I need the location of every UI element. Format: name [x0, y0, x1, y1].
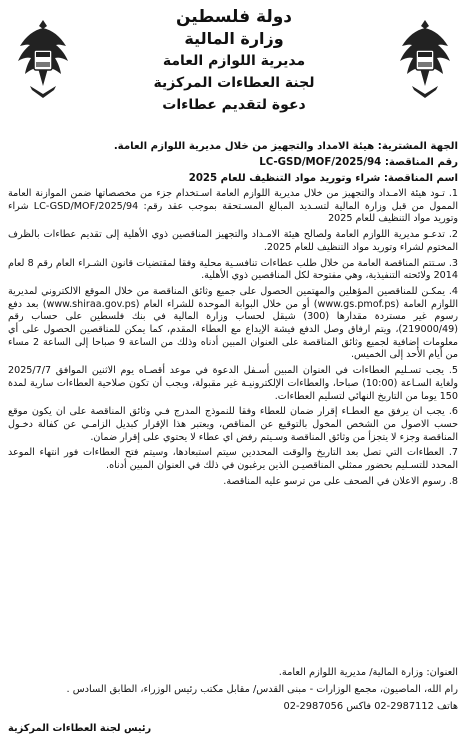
clause-text: العطاءات التي تصل بعد التاريخ والوقت المحددين سيتم استبعادها، وسيتم فتح العطاءات فور انتهاء الموعد المحدد للتسـليم بحضور ممثلي المناقصيـن الذين يرغبون في ذلك في العنوان المبين أدناه.: [8, 447, 458, 472]
tender-number-line: رقم المناقصة: LC-GSD/MOF/2025/94: [259, 157, 458, 168]
committee-heading: لجنة العطاءات المركزية: [153, 75, 315, 91]
address-text: رام الله، الماصيون، مجمع الوزارات - مبنى القدس/ مقابل مكتب رئيس الوزراء، الطابق السادس .: [66, 684, 458, 695]
clause-number: 3.: [448, 257, 458, 269]
clauses-list: [8, 188, 458, 491]
state-heading: دولة فلسطين: [175, 7, 293, 27]
clause-number: 1.: [448, 188, 458, 199]
clause-text: يجب تسـليم العطاءات في العنوان المبين أسـفل الدعوة في موعد أقصـاه يوم الاثنين الموافق 2025/7/7 ولغاية السـاعة (10:00) صباحا، والعطاءات الإلكترونيـة غير مقبولة، ويجب أن تكون صلاحية العطاءات سارية لمدة 150 يوما من التاريخ النهائي لتسليم العطاءات.: [8, 365, 459, 402]
clause-item: [8, 365, 458, 403]
clause-text: تـود هيئة الامـداد والتجهيز من خلال مديرية اللوازم العامة اسـتخدام جزء من مخصصاتها ضمن الموازنة العامة الممول من قبل وزارة المالية لتسـديد المبالغ المسـتحقة بموجب عقد رقم: LC-GSD/MOF/2025/94 شراء وتوريد مواد التنظيف للعام 2025: [8, 188, 458, 225]
clause-number: 2.: [448, 229, 458, 241]
directorate-heading: مديرية اللوازم العامة: [162, 53, 306, 69]
address-label: العنوان: وزارة المالية/ مديرية اللوازم العامة.: [278, 667, 458, 678]
buyer-line: الجهة المشترية: هيئة الامداد والتجهيز من خلال مديرية اللوازم العامة.: [113, 141, 458, 152]
clause-item: [8, 286, 458, 362]
clause-item: [8, 476, 458, 489]
clause-item: [8, 258, 458, 283]
clause-text: تدعـو مديرية اللوازم العامة ولصالح هيئة الامـداد والتجهيز المناقصين ذوي الأهلية إلى تقديم عطاءات بالظرف المختوم لشراء وتوريد مواد التنظيف للعام 2025.: [8, 229, 458, 253]
tender-name-line: اسم المناقصة: شراء وتوريد مواد التنظيف للعام 2025: [188, 173, 458, 184]
clause-number: 7.: [448, 447, 458, 459]
clause-text: سـتتم المناقصة العامة من خلال طلب عطاءات تنافسـية محلية وفقا لمقتضيات قانون الشـراء العام رقم 8 لعام 2014 ولائحته التنفيذية، وهي مفتوحة لكل المناقصين ذوي الأهلية.: [8, 257, 458, 282]
clause-number: 5.: [448, 365, 458, 377]
phone-fax: هاتف 2987112-02 فاكس 2987056-02: [283, 701, 458, 712]
clause-text: رسوم الاعلان في الصحف على من ترسو عليه المناقصة.: [223, 475, 446, 487]
clause-number: 4.: [448, 285, 458, 297]
clause-item: [8, 229, 458, 254]
clause-text: يمكـن للمناقصين المؤهلين والمهتمين الحصول على جميع وثائق المناقصة من خلال الموقع الالكتروني لمديرية اللوازم العامة (www.gs.pmof.ps) أو من خلال البوابة الموحدة للشراء العام (www.shiraa.gov.ps) بعد دفع رسوم غير مستردة مقدارها (300) شيقل لحساب وزارة المالية في بنك فلسطين على حساب رقم (219000/49)، ويتم ارفاق وصل الدفع فيشة الإيداع مع العطاء المقدم، كما يمكن للمناقصين الحصول على أي معلومات إضافية لجميع وثائق المناقصة على العنوان المبين أدناه وذلك من الساعة 9 صباحا إلى الساعة 2 مساء من أيام الأحد إلى الخميس.: [8, 285, 459, 361]
ministry-heading: وزارة المالية: [184, 29, 284, 48]
clause-number: 8.: [448, 475, 458, 487]
signature-line: رئيس لجنة العطاءات المركزية: [8, 723, 152, 734]
clause-item: [8, 447, 458, 472]
notice-title: دعوة لتقديم عطاءات: [162, 97, 306, 113]
clause-item: [8, 406, 458, 444]
clause-text: يجب ان يرفق مع العطـاء إقرار ضمان للعطاء وفقا للنموذج المدرج فـي وثائق المناقصة على ان يكون موقع حسب الاصول من الشخص المخول بالتوقيع عن المناقص، ويعتبر هذا الإقرار كبديل الزامـي عن كفالة دخـول المناقصة وجزء لا يتجزأ من وثائق المناقصة وسـيتم رفض اي عطاء لا يحتوي على إقرار ضمان.: [8, 406, 458, 443]
clause-item: [8, 188, 458, 226]
clause-number: 6.: [448, 406, 458, 418]
